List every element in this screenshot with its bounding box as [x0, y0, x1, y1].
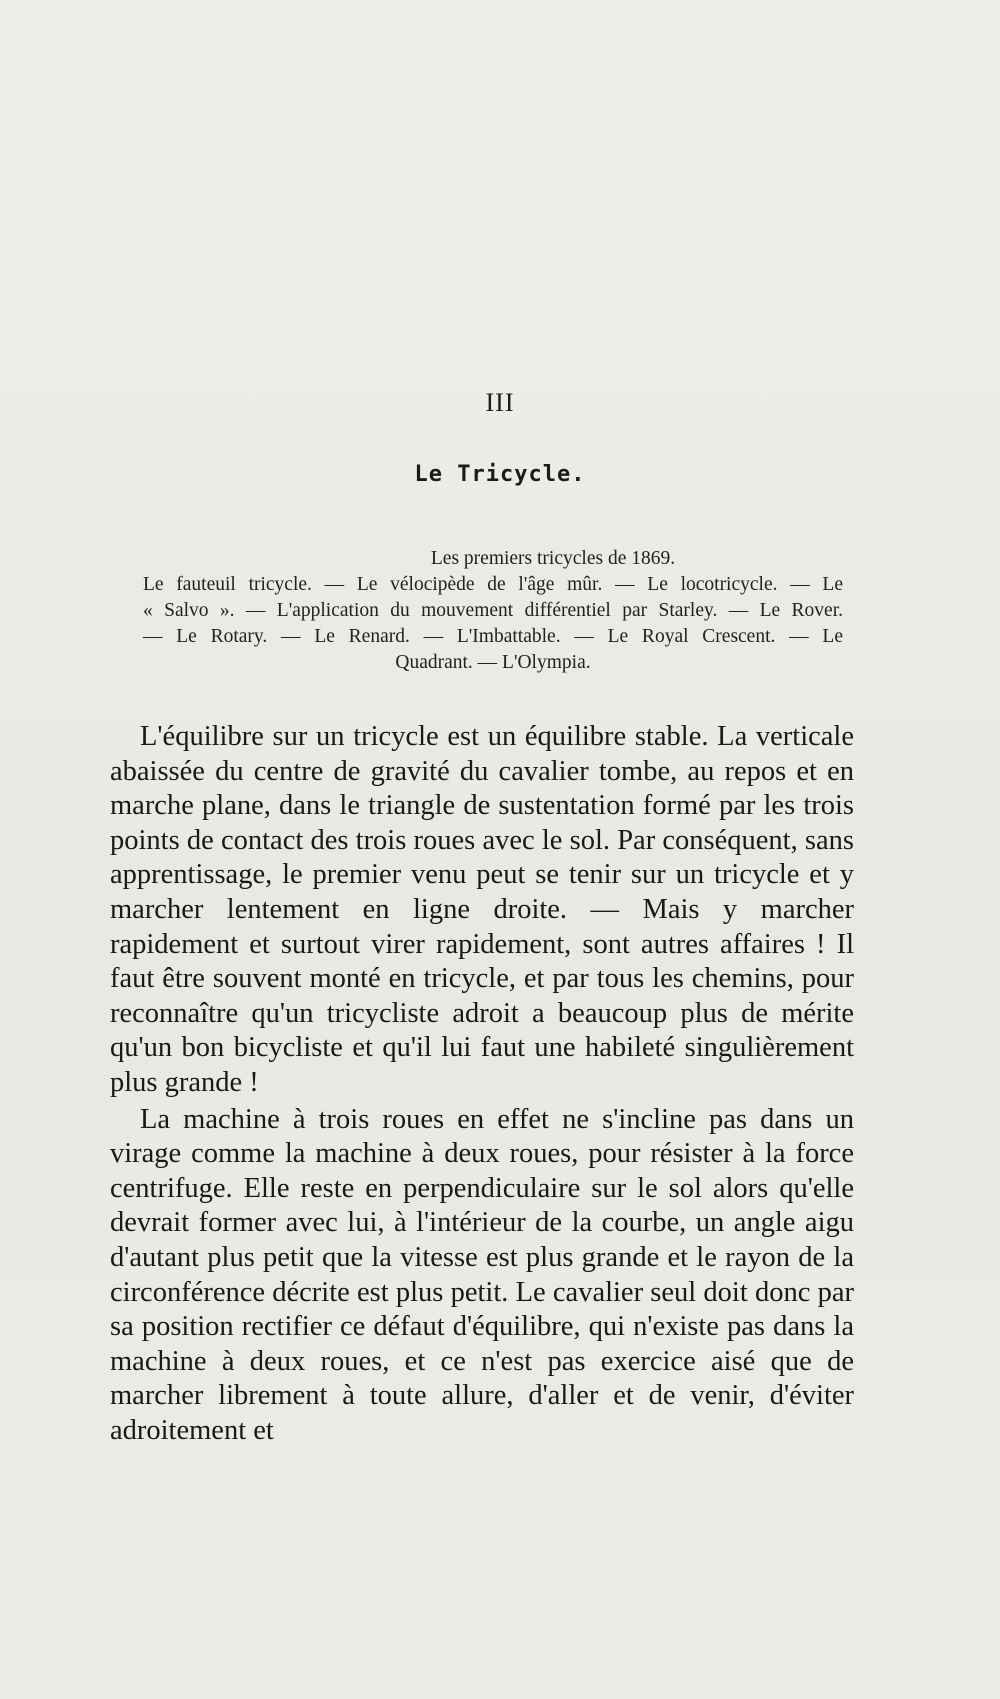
paragraph: La machine à trois roues en effet ne s'incline pas dans un virage comme la machine à deux roues, pour résister à la force centrifuge. Elle reste en perpendiculaire sur le sol alors qu'elle devrait former avec lui, à l'intérieur de la courbe, un angle aigu d'autant plus petit que la vitesse est plus grande et le rayon de la circonférence décrite est plus petit. Le cavalier seul doit donc par sa position rectifier ce défaut d'équilibre, qui n'existe pas dans la machine à deux roues, et ce n'est pas exercice aisé que de marcher librement à toute allure, d'aller et de venir, d'éviter adroitement et [110, 1103, 854, 1446]
summary-line: « Salvo ». — L'application du mouvement différentiel par Starley. — Le Rover. [143, 600, 843, 621]
chapter-number: III [485, 388, 515, 417]
chapter-summary [143, 546, 843, 676]
paragraph: L'équilibre sur un tricycle est un équilibre stable. La verticale abaissée du centre de gravité du cavalier tombe, au repos et en marche plane, dans le triangle de sustentation formé par les trois points de contact des trois roues avec le sol. Par conséquent, sans apprentissage, le premier venu peut se tenir sur un tricycle et y marcher lentement en ligne droite. — Mais y marcher rapidement et surtout virer rapidement, sont autres affaires ! Il faut être souvent monté en tricycle, et par tous les chemins, pour reconnaître qu'un tricycliste adroit a beaucoup plus de mérite qu'un bon bicycliste et qu'il lui faut une habileté singulièrement plus grande ! [110, 721, 854, 1098]
summary-line: Le fauteuil tricycle. — Le vélocipède de l'âge mûr. — Le locotricycle. — Le [143, 574, 843, 595]
body-text [110, 720, 854, 1448]
chapter-title: Le Tricycle. [414, 462, 586, 487]
summary-line: Quadrant. — L'Olympia. [395, 652, 591, 673]
summary-line: — Le Rotary. — Le Renard. — L'Imbattable. — Le Royal Crescent. — Le [143, 626, 843, 647]
summary-line: Les premiers tricycles de 1869. [430, 548, 676, 569]
